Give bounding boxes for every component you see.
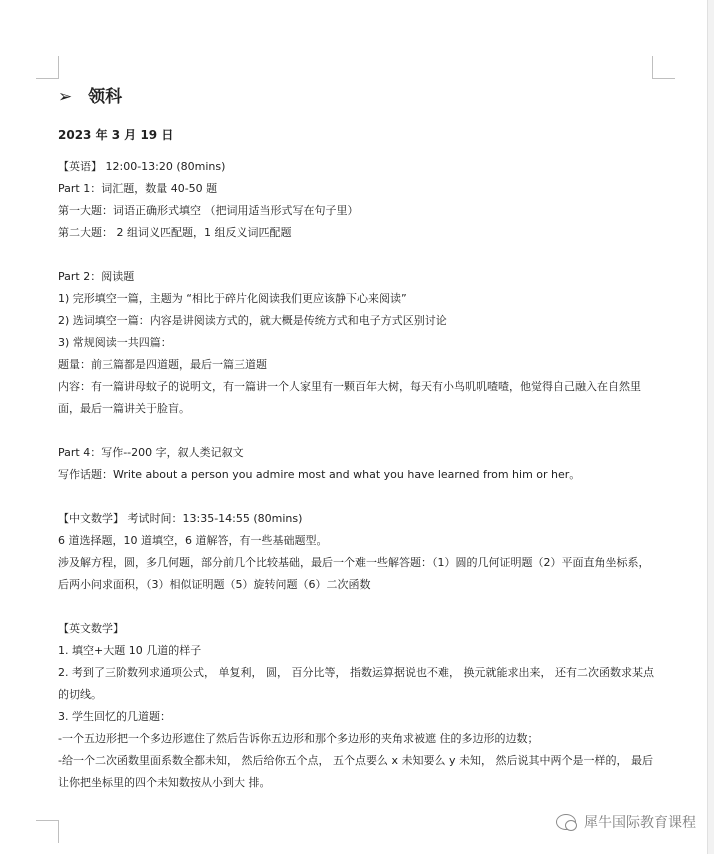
english-math-section-title: 【英文数学】 xyxy=(58,622,124,635)
text-line: Part 1：词汇题，数量 40-50 题 xyxy=(58,182,218,195)
text-line: Part 4：写作--200 字，叙人类记叙文 xyxy=(58,446,244,459)
window-edge xyxy=(707,0,714,854)
english-section-title: 【英语】 12:00-13:20 (80mins) xyxy=(58,160,226,173)
crop-mark-bottom-left xyxy=(36,820,59,843)
document-heading xyxy=(58,82,122,107)
document-date: 2023 年 3 月 19 日 xyxy=(58,128,174,142)
watermark xyxy=(556,812,696,832)
text-paragraph: 内容：有一篇讲母蚊子的说明文，有一篇讲一个人家里有一颗百年大树，每天有小鸟叽叽喳喳，他觉得自己融入在自然里面，最后一篇讲关于脸盲。 xyxy=(58,380,641,415)
text-line: Part 2：阅读题 xyxy=(58,270,135,283)
crop-mark-top-left xyxy=(36,56,59,79)
arrowhead-bullet-icon: ➢ xyxy=(58,87,73,107)
text-line: 1) 完形填空一篇，主题为 “相比于碎片化阅读我们更应该静下心来阅读” xyxy=(58,292,407,305)
chinese-math-section-title: 【中文数学】 考试时间：13:35-14:55 (80mins) xyxy=(58,512,303,525)
wechat-logo-icon xyxy=(556,814,576,830)
text-paragraph: 涉及解方程，圆，多几何题，部分前几个比较基础，最后一个难一些解答题：（1）圆的几何证明题（2）平面直角坐标系，后两小问求面积，（3）相似证明题（5）旋转问题（6）二次函数 xyxy=(58,556,650,591)
text-line: 6 道选择题，10 道填空，6 道解答，有一些基础题型。 xyxy=(58,534,328,547)
text-line: -一个五边形把一个多边形遮住了然后告诉你五边形和那个多边形的夹角求被遮 住的多边形的边数； xyxy=(58,732,539,745)
text-line: 写作话题：Write about a person you admire most and what you have learned from him or her。 xyxy=(58,468,581,481)
heading-text: 领科 xyxy=(88,87,123,107)
watermark-text: 犀牛国际教育课程 xyxy=(584,815,696,831)
text-line: 题量：前三篇都是四道题，最后一篇三道题 xyxy=(58,358,267,371)
text-line: 第一大题：词语正确形式填空 （把词用适当形式写在句子里） xyxy=(58,204,359,217)
crop-mark-top-right xyxy=(652,56,675,79)
text-line: 第二大题： 2 组词义匹配题，1 组反义词匹配题 xyxy=(58,226,292,239)
text-paragraph: -给一个二次函数里面系数全都未知， 然后给你五个点， 五个点要么 x 未知要么 y 未知， 然后说其中两个是一样的， 最后让你把坐标里的四个未知数按从小到大 排。 xyxy=(58,754,653,789)
text-line: 1. 填空+大题 10 几道的样子 xyxy=(58,644,202,657)
text-line: 3. 学生回忆的几道题： xyxy=(58,710,171,723)
text-line: 3) 常规阅读一共四篇： xyxy=(58,336,172,349)
text-paragraph: 2. 考到了三阶数列求通项公式， 单复利， 圆， 百分比等， 指数运算据说也不难， 换元就能求出来， 还有二次函数求某点的切线。 xyxy=(58,666,654,701)
text-line: 2) 选词填空一篇：内容是讲阅读方式的，就大概是传统方式和电子方式区别讨论 xyxy=(58,314,447,327)
